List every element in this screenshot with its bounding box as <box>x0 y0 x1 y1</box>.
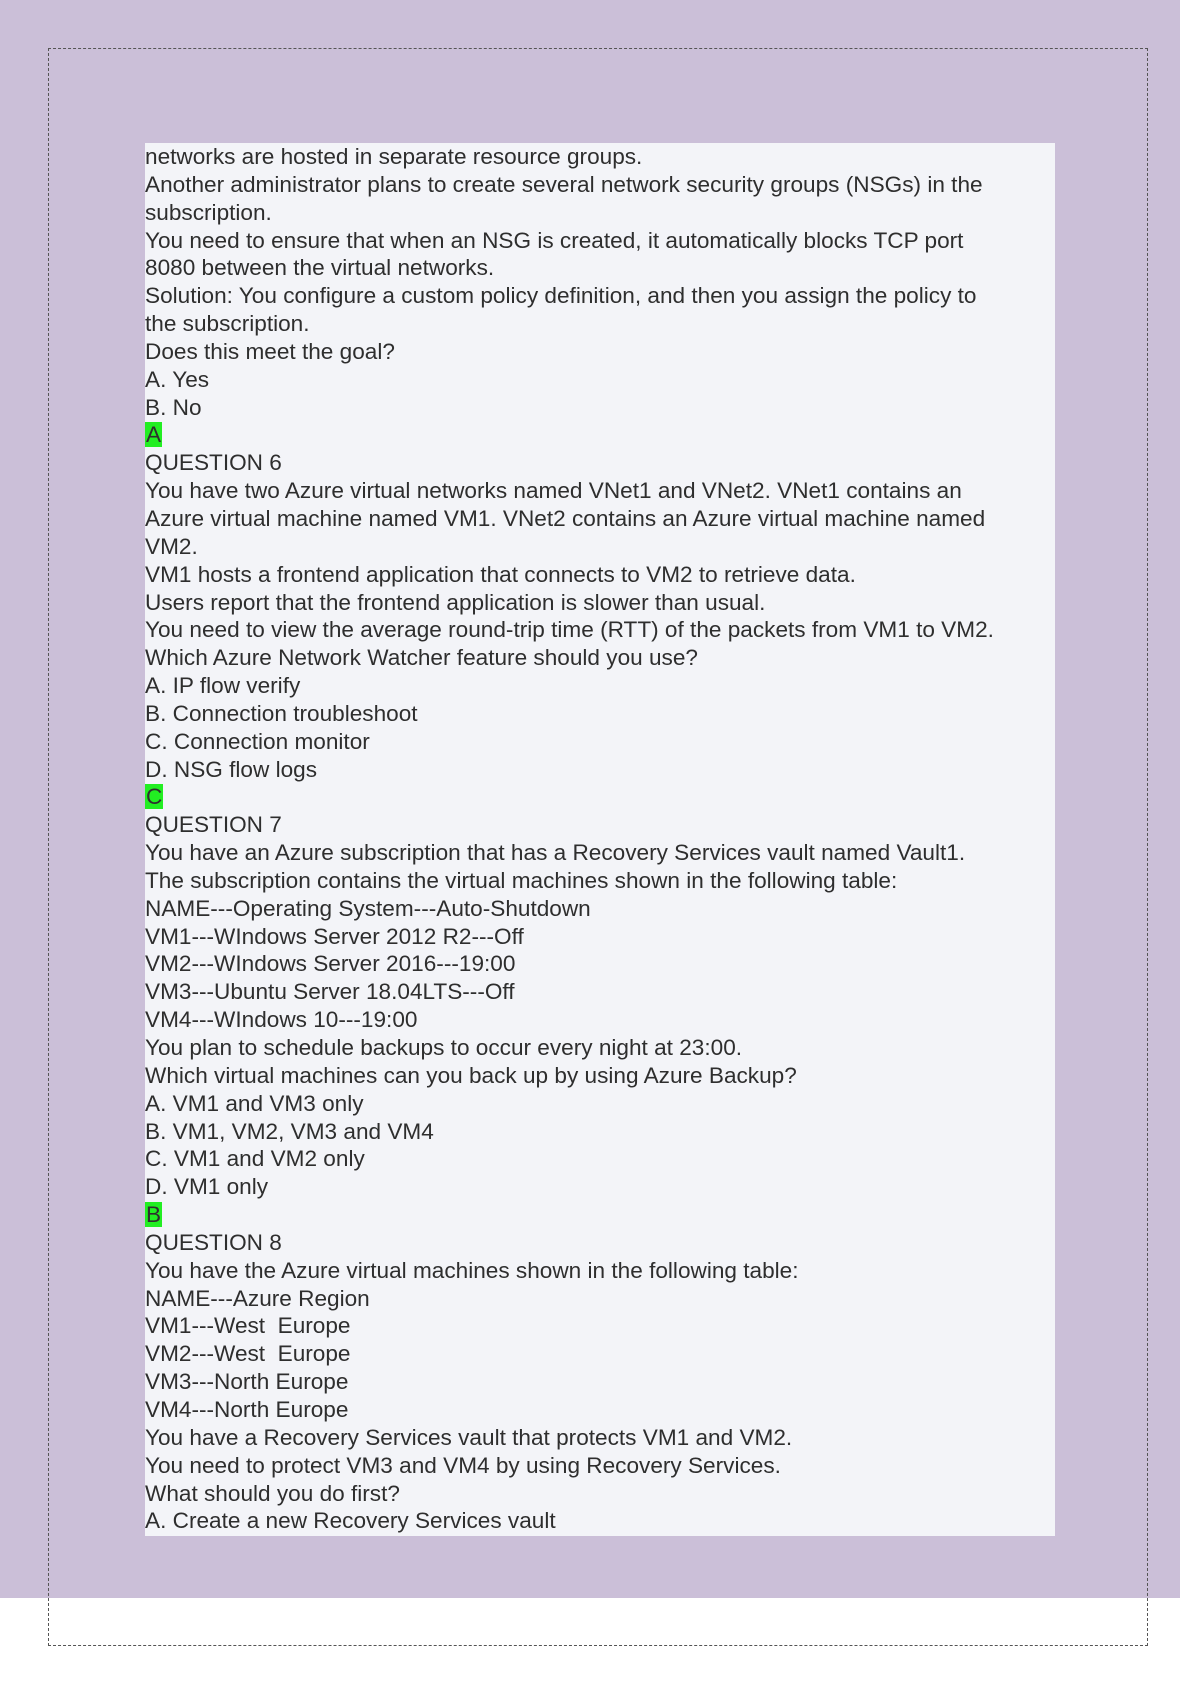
answer-highlight: C <box>146 784 163 810</box>
question-heading: QUESTION 8 <box>145 1229 282 1255</box>
text-line: Azure virtual machine named VM1. VNet2 contains an Azure virtual machine named <box>145 505 986 531</box>
text-line: subscription. <box>145 199 272 225</box>
answer-highlight: A <box>146 422 162 448</box>
option-line: A. IP flow verify <box>145 673 301 699</box>
answer-line <box>145 783 1055 811</box>
answer-line <box>145 421 1055 449</box>
table-line: VM2---West Europe <box>145 1341 351 1367</box>
text-line: You need to ensure that when an NSG is created, it automatically blocks TCP port <box>145 227 964 253</box>
text-line: Which Azure Network Watcher feature should you use? <box>145 645 698 671</box>
text-line: You need to view the average round-trip time (RTT) of the packets from VM1 to VM2. <box>145 617 994 643</box>
text-line: Another administrator plans to create several network security groups (NSGs) in the <box>145 171 983 197</box>
option-line: A. Create a new Recovery Services vault <box>145 1508 556 1534</box>
text-line: Does this meet the goal? <box>145 338 395 364</box>
text-line: VM2. <box>145 533 198 559</box>
text-line: The subscription contains the virtual machines shown in the following table: <box>145 867 898 893</box>
text-line: the subscription. <box>145 311 310 337</box>
text-line: Which virtual machines can you back up by using Azure Backup? <box>145 1062 797 1088</box>
text-line: You plan to schedule backups to occur every night at 23:00. <box>145 1035 743 1060</box>
table-line: VM3---Ubuntu Server 18.04LTS---Off <box>145 979 515 1005</box>
text-line: You have a Recovery Services vault that protects VM1 and VM2. <box>145 1424 793 1450</box>
option-line: B. Connection troubleshoot <box>145 700 418 726</box>
table-line: VM3---North Europe <box>145 1369 349 1395</box>
text-line: What should you do first? <box>145 1480 400 1506</box>
option-line: A. Yes <box>145 366 210 392</box>
option-line: B. No <box>145 394 202 420</box>
question-heading: QUESTION 6 <box>145 450 282 476</box>
table-line: NAME---Azure Region <box>145 1285 370 1311</box>
question-heading: QUESTION 7 <box>145 812 282 838</box>
text-line: You have the Azure virtual machines shown in the following table: <box>145 1257 799 1283</box>
table-line: VM1---West Europe <box>145 1313 351 1339</box>
text-line: VM1 hosts a frontend application that connects to VM2 to retrieve data. <box>145 561 856 587</box>
table-line: NAME---Operating System---Auto-Shutdown <box>145 895 591 921</box>
option-line: D. NSG flow logs <box>145 756 318 782</box>
table-line: VM1---WIndows Server 2012 R2---Off <box>145 923 524 949</box>
table-line: VM4---WIndows 10---19:00 <box>145 1007 418 1033</box>
option-line: C. Connection monitor <box>145 728 370 754</box>
answer-highlight: B <box>146 1202 162 1228</box>
text-line: You have two Azure virtual networks named VNet1 and VNet2. VNet1 contains an <box>145 478 962 504</box>
text-line: You have an Azure subscription that has a Recovery Services vault named Vault1. <box>145 840 966 866</box>
text-line: You need to protect VM3 and VM4 by using Recovery Services. <box>145 1452 781 1478</box>
option-line: C. VM1 and VM2 only <box>145 1146 365 1172</box>
option-line: D. VM1 only <box>145 1174 269 1200</box>
document-content <box>145 143 1055 1536</box>
text-line: 8080 between the virtual networks. <box>145 255 495 281</box>
option-line: A. VM1 and VM3 only <box>145 1090 364 1116</box>
table-line: VM2---WIndows Server 2016---19:00 <box>145 951 516 977</box>
option-line: B. VM1, VM2, VM3 and VM4 <box>145 1118 434 1144</box>
text-line: networks are hosted in separate resource groups. <box>145 144 643 169</box>
text-line: Solution: You configure a custom policy definition, and then you assign the policy to <box>145 283 977 309</box>
table-line: VM4---North Europe <box>145 1396 349 1422</box>
answer-line <box>145 1201 1055 1229</box>
text-line: Users report that the frontend application is slower than usual. <box>145 589 766 615</box>
